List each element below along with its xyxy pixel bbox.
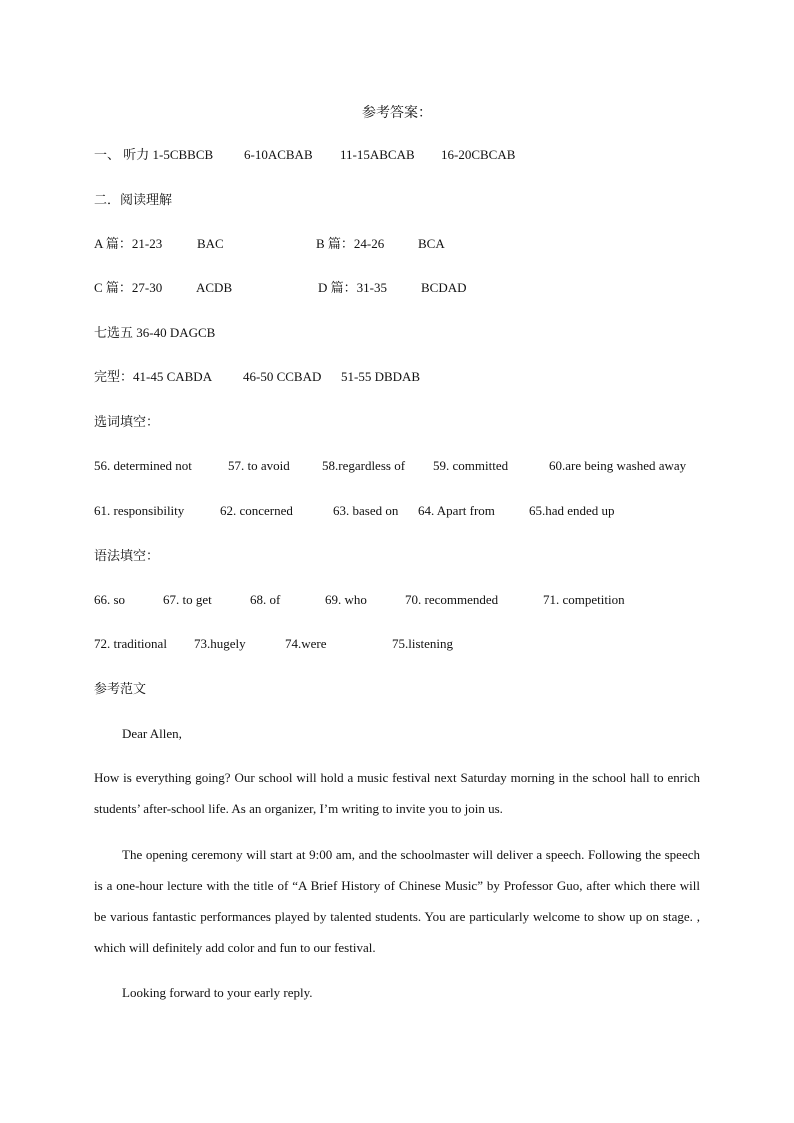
grammar-item: 68. of — [250, 592, 281, 607]
grammar-item: 71. competition — [543, 592, 625, 607]
grammar-fill-heading: 语法填空： — [94, 548, 160, 563]
reading-b-answers: BCA — [418, 236, 445, 251]
listening-group-2: 6-10ACBAB — [244, 147, 313, 162]
reading-d-answers: BCDAD — [421, 280, 467, 295]
word-fill-item: 65.had ended up — [529, 503, 615, 518]
word-fill-item: 63. based on — [333, 503, 399, 518]
reading-c-label: C 篇：27-30 — [94, 280, 163, 295]
reading-c-answers: ACDB — [196, 280, 233, 295]
cloze-group-3: 51-55 DBDAB — [341, 369, 421, 384]
reading-b-label: B 篇：24-26 — [316, 236, 385, 251]
essay-greeting: Dear Allen, — [122, 726, 182, 741]
essay-paragraph-2: The opening ceremony will start at 9:00 am, and the schoolmaster will deliver a speech. Following the speech is a one-hour lecture with the title of “A Brief History of Chinese Music” by Professor Guo, after which there will be various fantastic performances played by talented students. You are particularly welcome to show up on stage. , which will definitely add color and fun to our festival. — [94, 847, 700, 955]
grammar-item: 70. recommended — [405, 592, 499, 607]
word-fill-item: 64. Apart from — [418, 503, 495, 518]
word-fill-item: 61. responsibility — [94, 503, 185, 518]
listening-group-3: 11-15ABCAB — [340, 147, 415, 162]
seven-choose-five: 七选五 36-40 DAGCB — [94, 325, 216, 340]
reading-a-answers: BAC — [197, 236, 224, 251]
grammar-item: 72. traditional — [94, 636, 167, 651]
cloze-group-2: 46-50 CCBAD — [243, 369, 322, 384]
word-fill-item: 60.are being washed away — [549, 458, 687, 473]
word-fill-item: 58.regardless of — [322, 458, 406, 473]
listening-group-1: 一、 听力 1-5CBBCB — [94, 147, 214, 162]
reading-heading: 二．阅读理解 — [94, 192, 173, 207]
grammar-item: 73.hugely — [194, 636, 246, 651]
reading-a-label: A 篇：21-23 — [94, 236, 163, 251]
grammar-item: 66. so — [94, 592, 126, 607]
word-fill-item: 57. to avoid — [228, 458, 290, 473]
essay-closing: Looking forward to your early reply. — [122, 985, 313, 1000]
word-fill-item: 62. concerned — [220, 503, 293, 518]
cloze-group-1: 完型：41-45 CABDA — [94, 369, 213, 384]
listening-group-4: 16-20CBCAB — [441, 147, 516, 162]
word-fill-item: 59. committed — [433, 458, 509, 473]
essay-paragraph-1: How is everything going? Our school will hold a music festival next Saturday morning in the school hall to enrich students’ after-school life. As an organizer, I’m writing to invite you to join us. — [94, 770, 700, 816]
grammar-item: 74.were — [285, 636, 327, 651]
grammar-item: 75.listening — [392, 636, 454, 651]
word-fill-heading: 选词填空： — [94, 414, 160, 429]
word-fill-item: 56. determined not — [94, 458, 192, 473]
grammar-item: 67. to get — [163, 592, 212, 607]
essay-heading: 参考范文 — [94, 681, 147, 696]
page-title: 参考答案： — [362, 106, 432, 121]
grammar-item: 69. who — [325, 592, 367, 607]
reading-d-label: D 篇：31-35 — [318, 280, 387, 295]
